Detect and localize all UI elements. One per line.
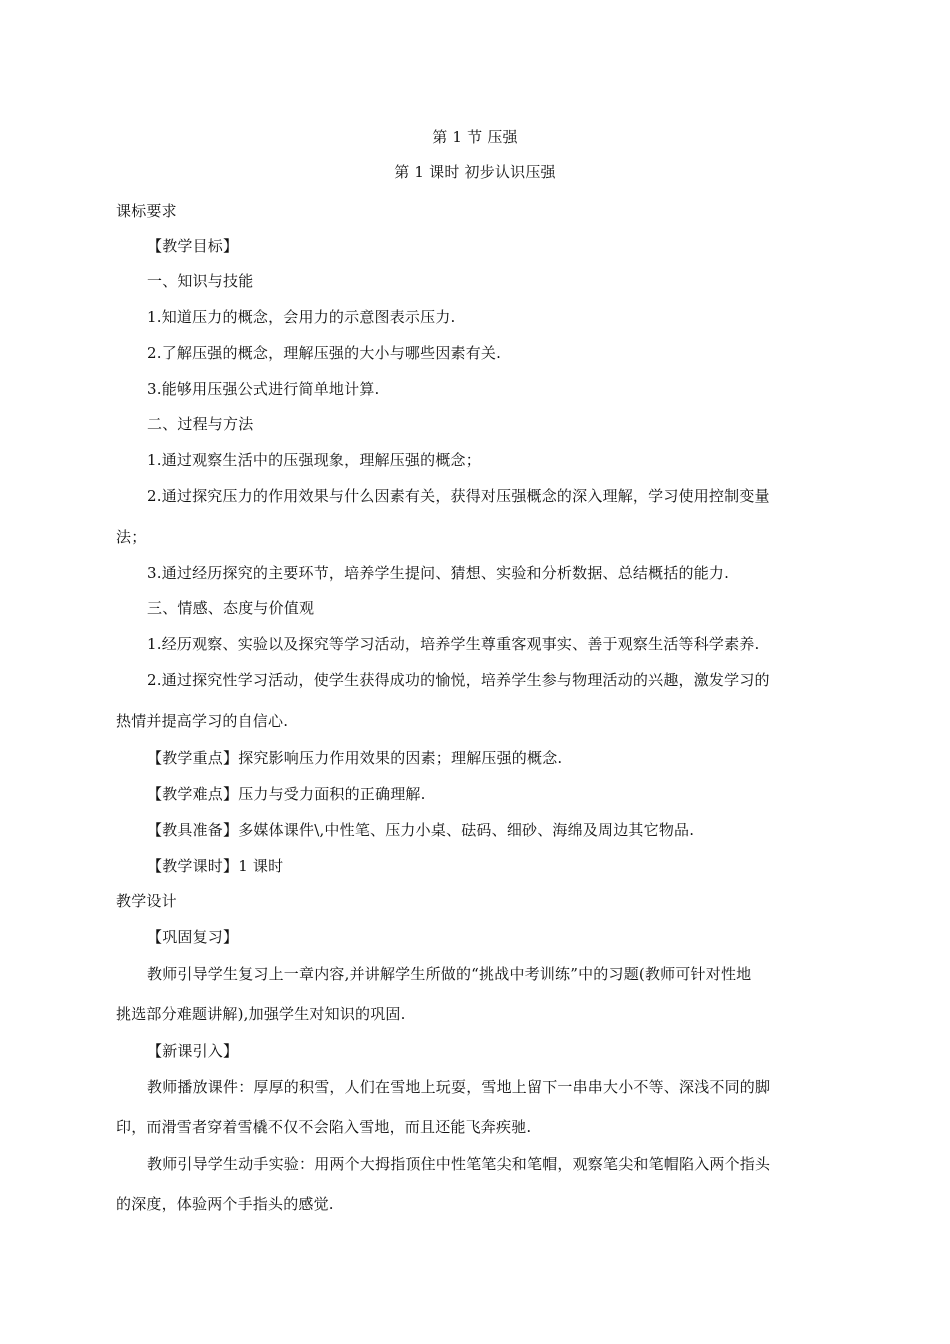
- paragraph-line: 教师引导学生动手实验：用两个大拇指顶住中性笔笔尖和笔帽，观察笔尖和笔帽陷入两个指头: [147, 1155, 771, 1173]
- teaching-difficulties: 【教学难点】压力与受力面积的正确理解.: [147, 785, 426, 803]
- subheading-emotion-attitude-values: 三、情感、态度与价值观: [147, 599, 315, 617]
- paragraph-line: 3.通过经历探究的主要环节，培养学生提问、猜想、实验和分析数据、总结概括的能力.: [147, 564, 730, 582]
- paragraph-line: 1.知道压力的概念，会用力的示意图表示压力.: [147, 308, 456, 326]
- paragraph-line: 挑选部分难题讲解),加强学生对知识的巩固.: [116, 1005, 406, 1023]
- paragraph-line: 印，而滑雪者穿着雪橇不仅不会陷入雪地，而且还能飞奔疾驰.: [116, 1118, 532, 1136]
- subheading-knowledge-skills: 一、知识与技能: [147, 272, 254, 290]
- paragraph-line: 法；: [116, 528, 147, 546]
- teaching-key-points: 【教学重点】探究影响压力作用效果的因素；理解压强的概念.: [147, 749, 563, 767]
- teaching-hours: 【教学课时】1 课时: [147, 857, 284, 875]
- heading-review: 【巩固复习】: [147, 928, 239, 946]
- heading-teaching-design: 教学设计: [116, 892, 177, 910]
- paragraph-line: 2.通过探究压力的作用效果与什么因素有关，获得对压强概念的深入理解，学习使用控制变量: [147, 487, 770, 505]
- lesson-subtitle: 第 1 课时 初步认识压强: [394, 163, 556, 181]
- paragraph-line: 的深度，体验两个手指头的感觉.: [116, 1195, 334, 1213]
- paragraph-line: 教师播放课件：厚厚的积雪，人们在雪地上玩耍，雪地上留下一串串大小不等、深浅不同的脚: [147, 1078, 771, 1096]
- heading-teaching-objectives: 【教学目标】: [147, 237, 239, 255]
- paragraph-line: 2.了解压强的概念，理解压强的大小与哪些因素有关.: [147, 344, 502, 362]
- heading-curriculum-requirements: 课标要求: [116, 202, 177, 220]
- paragraph-line: 热情并提高学习的自信心.: [116, 712, 289, 730]
- teaching-materials: 【教具准备】多媒体课件\,中性笔、压力小桌、砝码、细砂、海绵及周边其它物品.: [147, 821, 695, 839]
- paragraph-line: 教师引导学生复习上一章内容,并讲解学生所做的“挑战中考训练”中的习题(教师可针对性地: [147, 965, 752, 983]
- section-title: 第 1 节 压强: [432, 128, 518, 146]
- paragraph-line: 1.经历观察、实验以及探究等学习活动，培养学生尊重客观事实、善于观察生活等科学素养.: [147, 635, 760, 653]
- paragraph-line: 3.能够用压强公式进行简单地计算.: [147, 380, 380, 398]
- heading-new-lesson-intro: 【新课引入】: [147, 1042, 239, 1060]
- paragraph-line: 2.通过探究性学习活动，使学生获得成功的愉悦，培养学生参与物理活动的兴趣，激发学习的: [147, 671, 770, 689]
- subheading-process-methods: 二、过程与方法: [147, 415, 254, 433]
- paragraph-line: 1.通过观察生活中的压强现象，理解压强的概念；: [147, 451, 481, 469]
